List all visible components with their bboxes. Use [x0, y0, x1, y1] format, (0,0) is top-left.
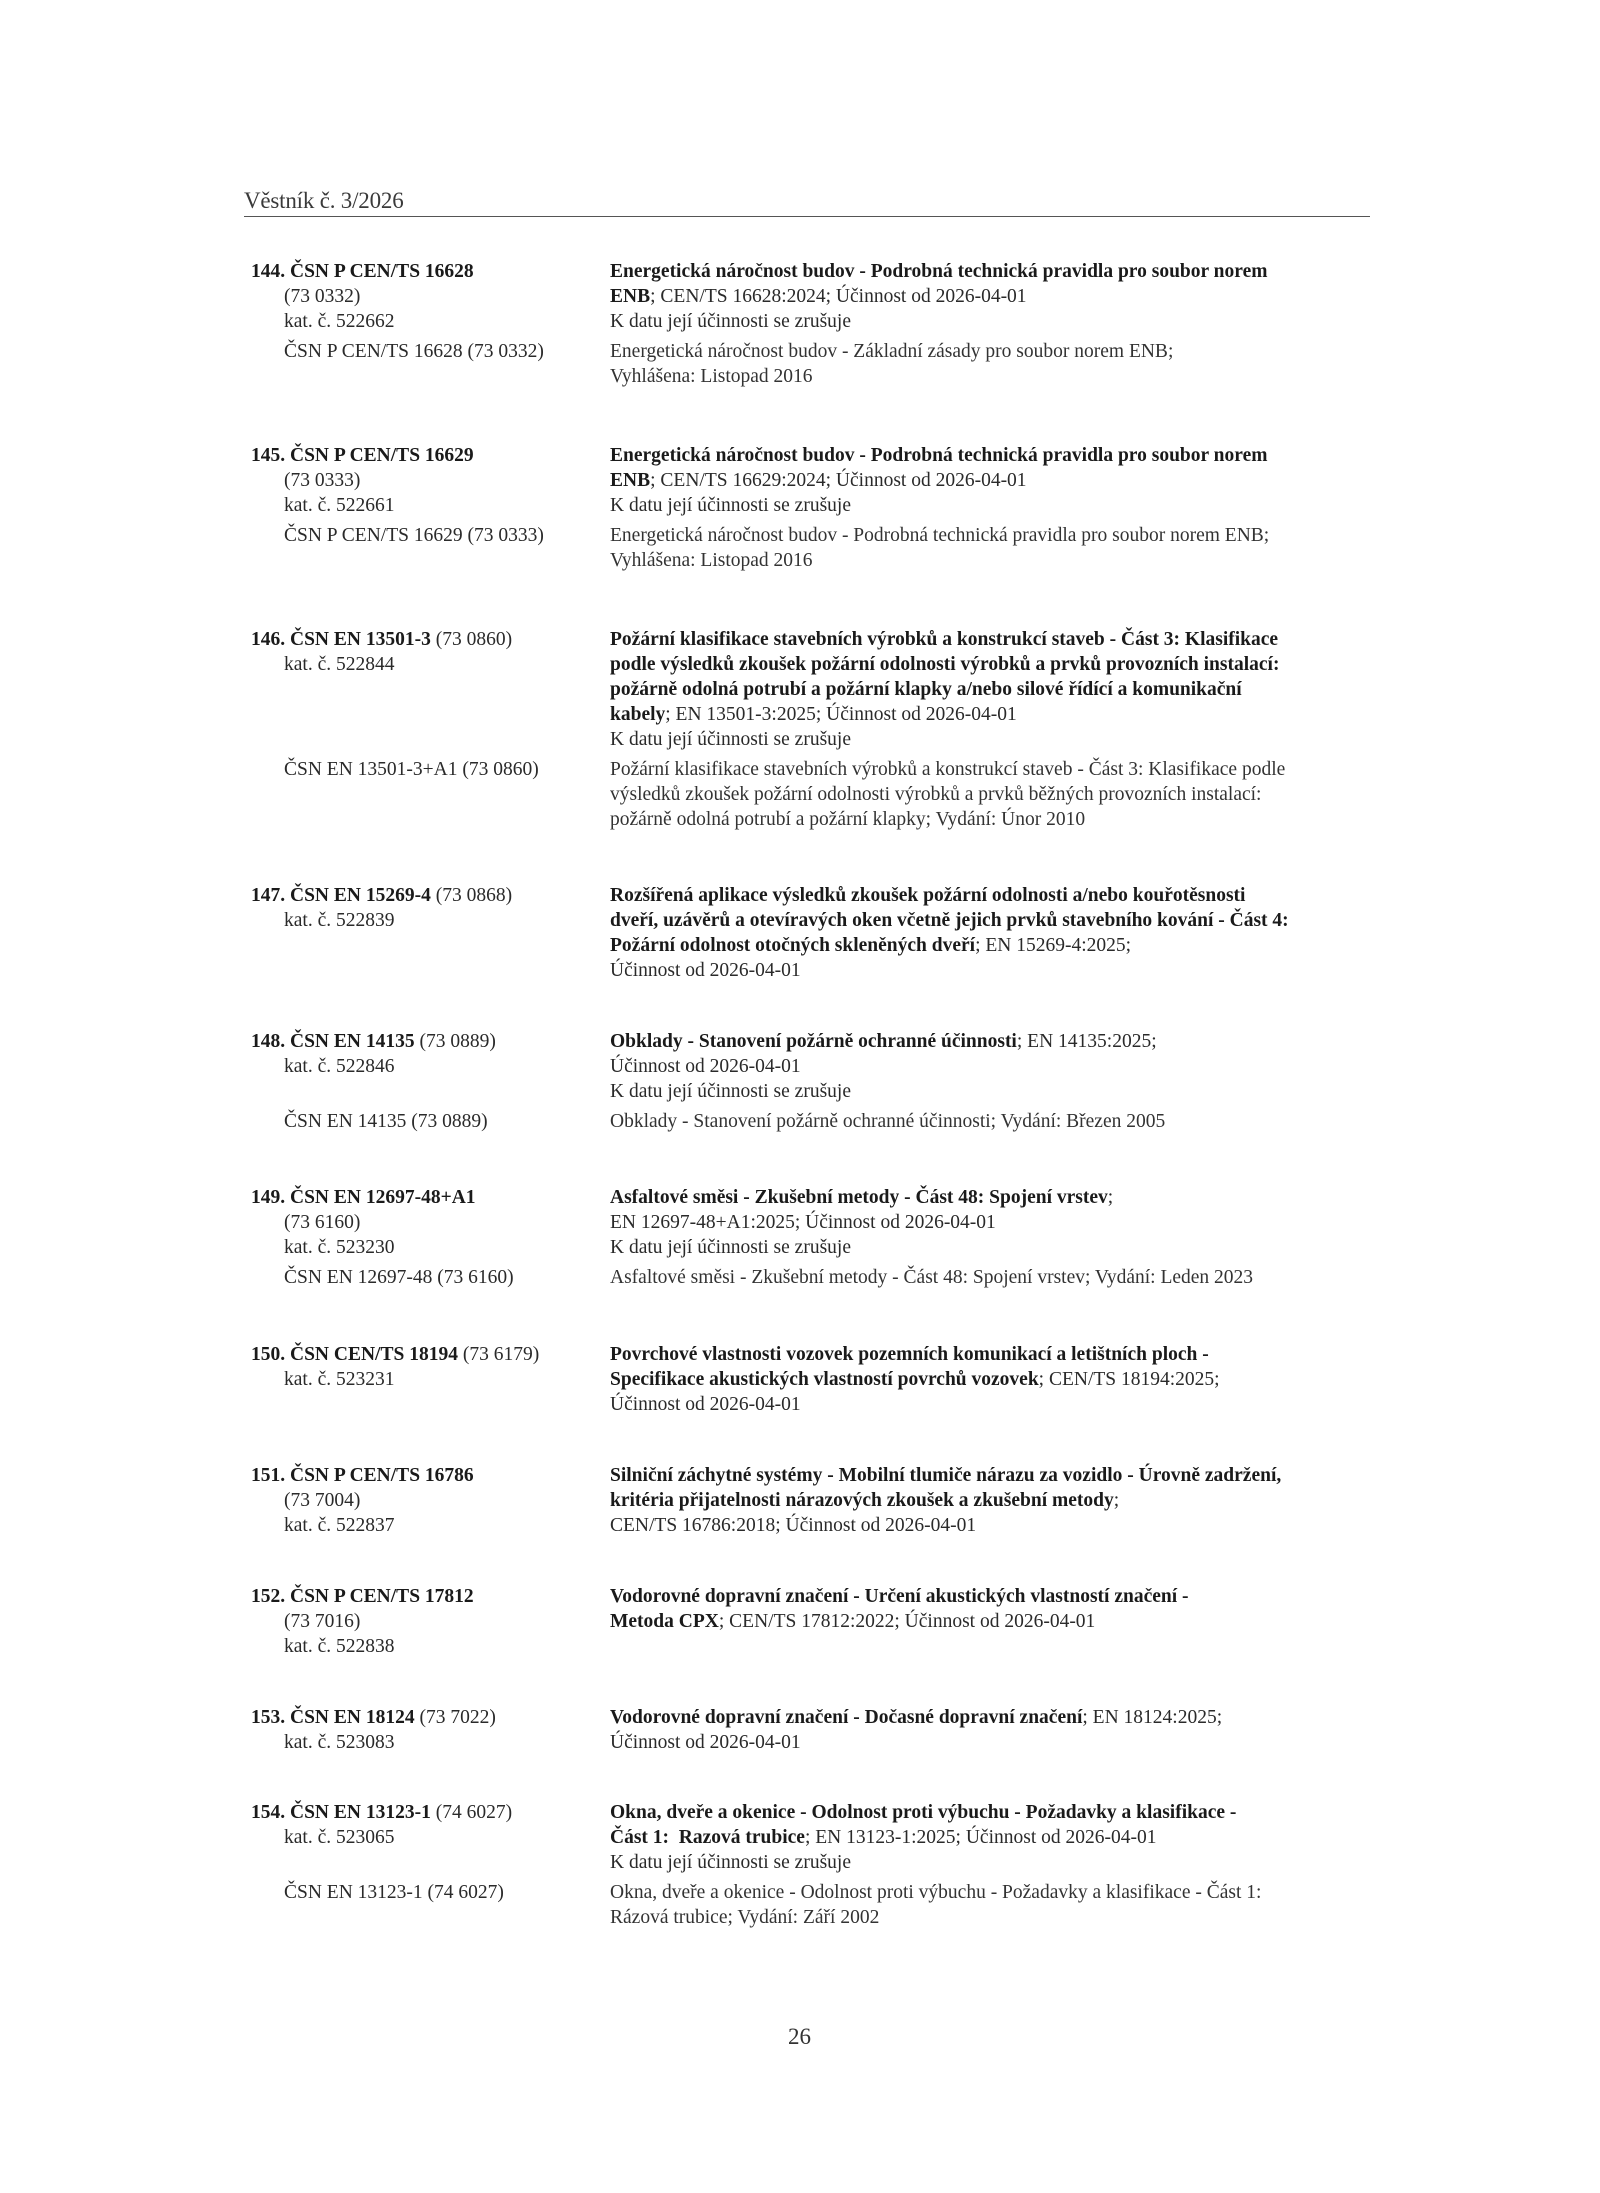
- standard-code: ČSN EN 12697-48+A1: [290, 1187, 476, 1208]
- entry-number: 154.: [251, 1802, 286, 1823]
- class-code: (73 6160): [284, 1212, 361, 1233]
- standard-title: Vodorovné dopravní značení - Dočasné dopravní značení: [610, 1707, 1083, 1728]
- effective-date: Účinnost od 2026-04-01: [610, 1732, 801, 1753]
- standard-title: kritéria přijatelnosti nárazových zkoušek a zkušební metody: [610, 1490, 1114, 1511]
- standard-title: kabely: [610, 704, 666, 725]
- class-code: (73 7016): [284, 1611, 361, 1632]
- standard-title: Vodorovné dopravní značení - Určení akustických vlastností značení -: [610, 1586, 1189, 1607]
- standard-title: Energetická náročnost budov - Podrobná technická pravidla pro soubor norem: [610, 445, 1268, 466]
- entry-number: 144.: [251, 261, 286, 282]
- standard-code: ČSN P CEN/TS 16629: [290, 445, 474, 466]
- header-divider: [244, 216, 1370, 217]
- standard-details: ; CEN/TS 18194:2025;: [1038, 1369, 1220, 1390]
- replaced-description: výsledků zkoušek požární odolnosti výrobků a prvků běžných provozních instalací:: [610, 784, 1262, 805]
- standard-title: Okna, dveře a okenice - Odolnost proti výbuchu - Požadavky a klasifikace -: [610, 1802, 1237, 1823]
- cancel-note: K datu její účinnosti se zrušuje: [610, 1081, 851, 1102]
- standard-title: podle výsledků zkoušek požární odolnosti výrobků a prvků provozních instalací:: [610, 654, 1280, 675]
- replaced-description: Asfaltové směsi - Zkušební metody - Část 48: Spojení vrstev; Vydání: Leden 2023: [610, 1267, 1254, 1288]
- entry-number: 150.: [251, 1344, 286, 1365]
- replaced-description: Vyhlášena: Listopad 2016: [610, 366, 813, 387]
- standard-title: Povrchové vlastnosti vozovek pozemních komunikací a letištních ploch -: [610, 1344, 1209, 1365]
- catalog-number: kat. č. 522838: [284, 1636, 395, 1657]
- page-number: 26: [788, 2024, 811, 2049]
- standard-title: Energetická náročnost budov - Podrobná technická pravidla pro soubor norem: [610, 261, 1268, 282]
- cancel-note: K datu její účinnosti se zrušuje: [610, 1237, 851, 1258]
- standard-code: ČSN EN 14135: [290, 1031, 415, 1052]
- cancel-note: K datu její účinnosti se zrušuje: [610, 1852, 851, 1873]
- class-code: (73 7022): [419, 1707, 496, 1728]
- replaced-description: požárně odolná potrubí a požární klapky; Vydání: Únor 2010: [610, 809, 1086, 830]
- standard-code: ČSN EN 18124: [290, 1707, 415, 1728]
- standard-code: ČSN EN 13123-1: [290, 1802, 431, 1823]
- class-code: (74 6027): [435, 1802, 513, 1823]
- catalog-number: kat. č. 522837: [284, 1515, 395, 1536]
- entry-number: 152.: [251, 1586, 286, 1607]
- standard-details: ; CEN/TS 16628:2024; Účinnost od 2026-04-01: [650, 286, 1027, 307]
- catalog-number: kat. č. 523083: [284, 1732, 395, 1753]
- effective-date: Účinnost od 2026-04-01: [610, 1394, 801, 1415]
- bulletin-title: Věstník č. 3/2026: [244, 188, 404, 213]
- class-code: (73 0889): [419, 1031, 496, 1052]
- replaced-description: Energetická náročnost budov - Podrobná technická pravidla pro soubor norem ENB;: [610, 525, 1270, 546]
- standard-details: EN 12697-48+A1:2025; Účinnost od 2026-04-01: [610, 1212, 996, 1233]
- standard-title: Požární klasifikace stavebních výrobků a konstrukcí staveb - Část 3: Klasifikace: [610, 629, 1279, 650]
- catalog-number: kat. č. 522839: [284, 910, 395, 931]
- cancel-note: K datu její účinnosti se zrušuje: [610, 311, 851, 332]
- replaced-standard: ČSN P CEN/TS 16628 (73 0332): [284, 341, 544, 362]
- replaced-description: Obklady - Stanovení požárně ochranné účinnosti; Vydání: Březen 2005: [610, 1111, 1166, 1132]
- standard-title: ENB: [610, 286, 651, 307]
- standard-details: ; EN 14135:2025;: [1016, 1031, 1157, 1052]
- catalog-number: kat. č. 523230: [284, 1237, 395, 1258]
- entry-number: 147.: [251, 885, 286, 906]
- standard-details: CEN/TS 16786:2018; Účinnost od 2026-04-01: [610, 1515, 977, 1536]
- cancel-note: K datu její účinnosti se zrušuje: [610, 495, 851, 516]
- standard-code: ČSN P CEN/TS 16628: [290, 261, 474, 282]
- entry-number: 149.: [251, 1187, 286, 1208]
- class-code: (73 0860): [435, 629, 513, 650]
- standard-title: Specifikace akustických vlastností povrchů vozovek: [610, 1369, 1039, 1390]
- replaced-description: Rázová trubice; Vydání: Září 2002: [610, 1907, 880, 1928]
- standard-code: ČSN P CEN/TS 17812: [290, 1586, 474, 1607]
- standard-details: ;: [1113, 1490, 1120, 1511]
- effective-date: Účinnost od 2026-04-01: [610, 1056, 801, 1077]
- standard-title: dveří, uzávěrů a otevíravých oken včetně jejich prvků stavebního kování - Část 4:: [610, 910, 1289, 931]
- standard-title: Část 1: Razová trubice: [610, 1827, 805, 1848]
- replaced-standard: ČSN P CEN/TS 16629 (73 0333): [284, 525, 544, 546]
- catalog-number: kat. č. 522846: [284, 1056, 395, 1077]
- standard-details: ;: [1107, 1187, 1114, 1208]
- class-code: (73 0332): [284, 286, 361, 307]
- replaced-description: Vyhlášena: Listopad 2016: [610, 550, 813, 571]
- standard-title: Metoda CPX: [610, 1611, 719, 1632]
- standard-title: Silniční záchytné systémy - Mobilní tlumiče nárazu za vozidlo - Úrovně zadržení,: [610, 1465, 1282, 1486]
- catalog-number: kat. č. 523065: [284, 1827, 395, 1848]
- entry-number: 151.: [251, 1465, 286, 1486]
- standard-details: ; EN 13123-1:2025; Účinnost od 2026-04-01: [804, 1827, 1157, 1848]
- replaced-standard: ČSN EN 13501-3+A1 (73 0860): [284, 759, 539, 780]
- replaced-standard: ČSN EN 14135 (73 0889): [284, 1111, 488, 1132]
- standard-code: ČSN EN 13501-3: [290, 629, 431, 650]
- standard-title: Požární odolnost otočných skleněných dveří: [610, 935, 976, 956]
- entry-number: 146.: [251, 629, 286, 650]
- replaced-description: Požární klasifikace stavebních výrobků a konstrukcí staveb - Část 3: Klasifikace podle: [610, 759, 1286, 780]
- replaced-standard: ČSN EN 13123-1 (74 6027): [284, 1882, 504, 1903]
- cancel-note: K datu její účinnosti se zrušuje: [610, 729, 851, 750]
- catalog-number: kat. č. 522661: [284, 495, 395, 516]
- standard-title: Asfaltové směsi - Zkušební metody - Část 48: Spojení vrstev: [610, 1187, 1108, 1208]
- entry-number: 145.: [251, 445, 286, 466]
- standard-details: ; EN 18124:2025;: [1082, 1707, 1223, 1728]
- standard-details: ; EN 15269-4:2025;: [975, 935, 1132, 956]
- effective-date: Účinnost od 2026-04-01: [610, 960, 801, 981]
- standard-title: ENB: [610, 470, 651, 491]
- entry-number: 148.: [251, 1031, 286, 1052]
- catalog-number: kat. č. 523231: [284, 1369, 395, 1390]
- replaced-description: Energetická náročnost budov - Základní zásady pro soubor norem ENB;: [610, 341, 1174, 362]
- class-code: (73 7004): [284, 1490, 361, 1511]
- standard-details: ; CEN/TS 17812:2022; Účinnost od 2026-04-01: [718, 1611, 1096, 1632]
- catalog-number: kat. č. 522662: [284, 311, 395, 332]
- replaced-description: Okna, dveře a okenice - Odolnost proti výbuchu - Požadavky a klasifikace - Část 1:: [610, 1882, 1262, 1903]
- standard-code: ČSN EN 15269-4: [290, 885, 431, 906]
- standard-code: ČSN CEN/TS 18194: [290, 1344, 458, 1365]
- standard-details: ; CEN/TS 16629:2024; Účinnost od 2026-04-01: [650, 470, 1027, 491]
- standard-title: Obklady - Stanovení požárně ochranné účinnosti: [610, 1031, 1017, 1052]
- class-code: (73 0868): [435, 885, 513, 906]
- standard-code: ČSN P CEN/TS 16786: [290, 1465, 474, 1486]
- standard-title: požárně odolná potrubí a požární klapky a/nebo silové řídící a komunikační: [610, 679, 1242, 700]
- entry-number: 153.: [251, 1707, 286, 1728]
- replaced-standard: ČSN EN 12697-48 (73 6160): [284, 1267, 514, 1288]
- class-code: (73 6179): [462, 1344, 540, 1365]
- standard-details: ; EN 13501-3:2025; Účinnost od 2026-04-01: [665, 704, 1017, 725]
- class-code: (73 0333): [284, 470, 361, 491]
- catalog-number: kat. č. 522844: [284, 654, 395, 675]
- standard-title: Rozšířená aplikace výsledků zkoušek požární odolnosti a/nebo kouřotěsnosti: [610, 885, 1246, 906]
